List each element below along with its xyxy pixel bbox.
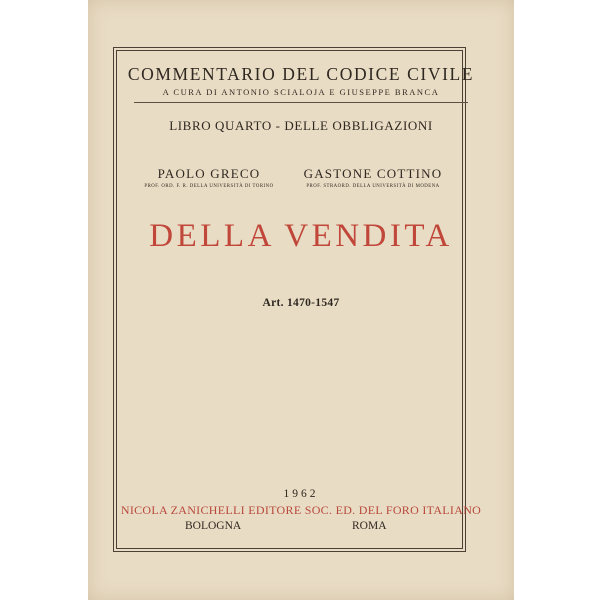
divider-rule (134, 102, 468, 103)
author-block (134, 166, 284, 189)
city-roma: ROMA (352, 520, 387, 532)
articles-range: Art. 1470-1547 (262, 297, 340, 309)
series-title: COMMENTARIO DEL CODICE CIVILE (127, 64, 475, 84)
main-title: DELLA VENDITA (149, 218, 453, 254)
author-affiliation: PROF. STRAORD. DELLA UNIVERSITÀ DI MODENA (306, 184, 440, 189)
book-subtitle: LIBRO QUARTO - DELLE OBBLIGAZIONI (169, 118, 433, 133)
publisher-line: NICOLA ZANICHELLI EDITORE SOC. ED. DEL FORO ITALIANO (120, 503, 482, 517)
author-affiliation: PROF. ORD. F. R. DELLA UNIVERSITÀ DI TORINO (144, 184, 274, 189)
author-name: PAOLO GRECO (157, 166, 261, 181)
title-page (88, 0, 514, 600)
publication-year: 1962 (283, 488, 319, 500)
author-name: GASTONE COTTINO (303, 166, 443, 181)
editors-line: A CURA DI ANTONIO SCIALOJA E GIUSEPPE BRANCA (162, 87, 440, 97)
author-block (293, 166, 453, 189)
city-bologna: BOLOGNA (185, 520, 242, 532)
